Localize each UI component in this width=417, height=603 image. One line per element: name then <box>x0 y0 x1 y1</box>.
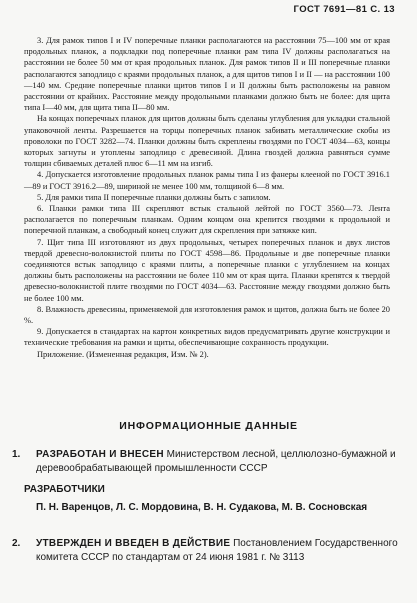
paragraph-3: 3. Для рамок типов I и IV поперечные планки располагаются на расстоянии 75—100 мм от края продольных планок, а подкладки под поперечные планки рам типа IV должны располагаться на расстоянии не более 50 мм от края продольных планок. Для рамок типов II и III поперечные планки располагаются заподлицо с краями продольных планок, а для щитов типов I и II — на расстоянии 100—140 мм. Средние поперечные планки щитов типов I и II должны быть расположены на равном расстоянии от крайних. Расстояние между продольными планками должно быть не более: для щита типа I—40 мм, для щита типа II—80 мм. <box>24 36 390 113</box>
section-text: Постановлением Государственного комитета СССР по стандартам от 24 июня 1981 г. № 3113 <box>36 538 398 563</box>
paragraph-7: 7. Щит типа III изготовляют из двух продольных, четырех поперечных планок и двух листов твердой древесно-волокнистой плиты по ГОСТ 4598—86. Продольные и две поперечные планки соединяются встык заподлицо с краями плиты, а поперечные планки с углублением на концах должны быть расположены на расстоянии не более 110 мм от края щита. Планки крепятся к твердой древесно-волокнистой плите гвоздями по ГОСТ 4034—63. Расстояние между гвоздями должно быть не более 100 мм. <box>24 237 390 303</box>
paragraph-8: 8. Влажность древесины, применяемой для изготовления рамок и щитов, должна быть не более 20 %. <box>24 304 390 326</box>
developers-heading: РАЗРАБОТЧИКИ <box>24 484 105 495</box>
page-header: ГОСТ 7691—81 С. 13 <box>293 4 395 15</box>
info-heading: ИНФОРМАЦИОННЫЕ ДАННЫЕ <box>119 420 298 432</box>
paragraph-4: 4. Допускается изготовление продольных планок рамы типа I из фанеры клееной по ГОСТ 3916.1—89 и ГОСТ 3916.2—89, шириной не менее 100 мм, толщиной 6—8 мм. <box>24 170 390 191</box>
section-number: 1. <box>12 449 21 460</box>
section-text: Министерством лесной, целлюлозно-бумажной и деревообрабатывающей промышленности СССР <box>36 449 396 474</box>
paragraph-5: 5. Для рамки типа II поперечные планки должны быть с запилом. <box>37 192 271 202</box>
developers-list: П. Н. Варенцов, Л. С. Мордовина, В. Н. Судакова, М. В. Сосновская <box>36 502 368 513</box>
document-body <box>24 35 390 360</box>
paragraph-ends: На концах поперечных планок для щитов должны быть сделаны углубления для укладки стальной упаковочной ленты. Разрешается на торцы поперечных планок забивать металлические скобы из проволоки по ГОСТ 3282—74. Планки должны быть скреплены гвоздями по ГОСТ 4034—63, концы которых загнуты и утоплены заподлицо с древесиной. Длина гвоздей должна равняться сумме толщин сбиваемых деталей плюс 6—11 мм на изгиб. <box>24 114 390 169</box>
section-label: УТВЕРЖДЕН И ВВЕДЕН В ДЕЙСТВИЕ <box>36 538 231 549</box>
paragraph-9: 9. Допускается в стандартах на картон конкретных видов предусматривать другие конструкции и технические требования на рамки и щиты, обеспечивающие сохранность продукции. <box>24 327 390 348</box>
info-section-approved <box>12 537 408 564</box>
section-number: 2. <box>12 538 21 549</box>
info-section-developed <box>12 448 408 475</box>
appendix-note: Приложение. (Измененная редакция, Изм. № 2). <box>37 349 209 359</box>
paragraph-6: 6. Планки рамки типа III скрепляют встык стальной лейтой по ГОСТ 3560—73. Лента располагается по поперечным планкам. Одним концом она крепится гвоздями к продольной и поперечной планкам, а свободный конец служит для скрепления при затяжке кип. <box>24 204 390 236</box>
section-label: РАЗРАБОТАН И ВНЕСЕН <box>36 449 164 460</box>
